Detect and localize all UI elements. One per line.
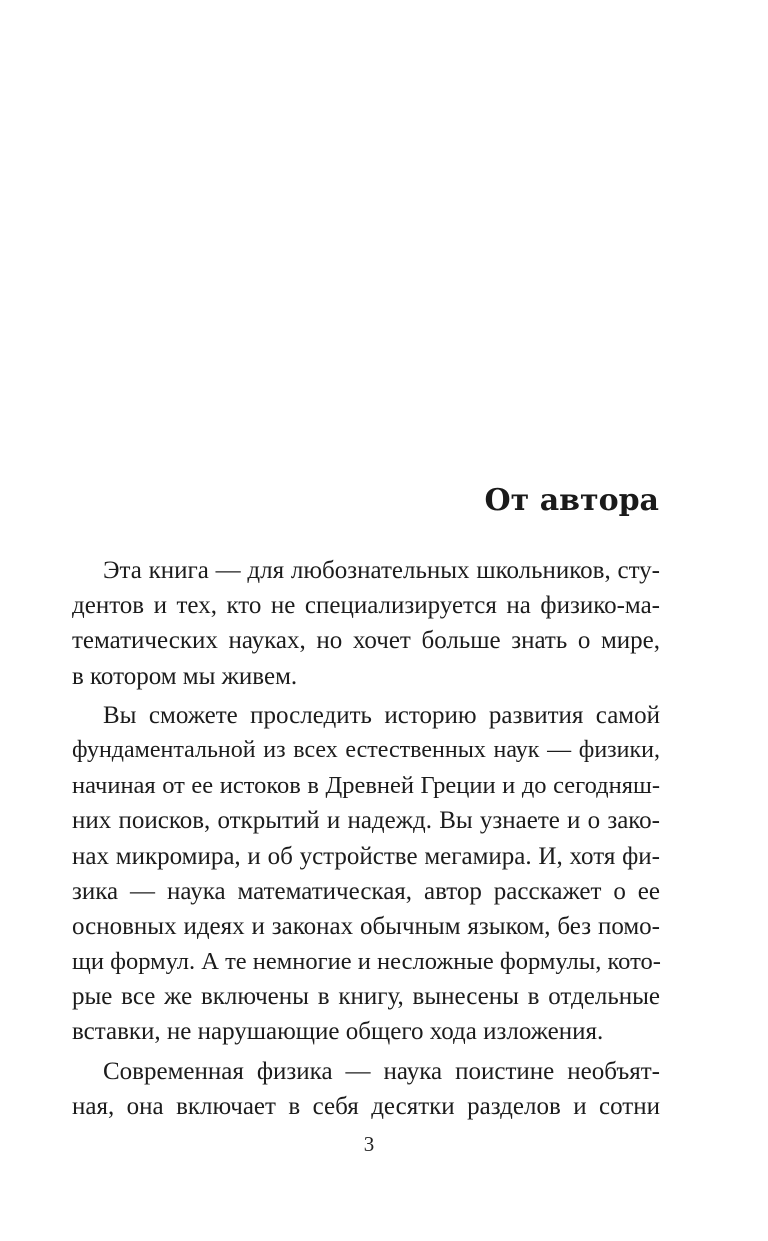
body-text [72,553,660,1124]
page-number: 3 [363,1132,375,1156]
text-line: зика — наука математическая, автор расскажет о ее [72,877,660,905]
paragraph-3 [72,1054,660,1124]
text-line: вставки, не нарушающие общего хода изложения. [72,1018,604,1046]
text-line: основных идеях и законах обычным языком, без помо- [72,912,660,940]
text-line: Вы сможете проследить историю развития самой [103,701,660,729]
text-line: Современная физика — наука поистине необъят- [103,1057,660,1085]
section-heading: От автора [484,483,659,518]
text-line: начиная от ее истоков в Древней Греции и до сегодняш- [72,772,660,800]
text-line: в котором мы живем. [72,662,298,690]
text-line: фундаментальной из всех естественных наук — физики, [72,736,660,763]
paragraph-2 [72,698,660,1050]
text-line: нах микромира, и об устройстве мегамира. И, хотя фи- [72,842,660,870]
text-line: дентов и тех, кто не специализируется на физико-ма- [72,592,660,620]
text-line: ная, она включает в себя десятки разделов и сотни [72,1092,660,1120]
paragraph-1 [72,553,660,694]
text-line: щи формул. А те немногие и несложные формулы, кото- [72,948,661,976]
text-line: Эта книга — для любознательных школьников, сту- [103,557,660,584]
text-line: них поисков, открытий и надежд. Вы узнаете и о зако- [72,807,660,835]
text-line: тематических науках, но хочет больше знать о мире, [72,627,660,655]
text-line: рые все же включены в книгу, вынесены в отдельные [72,983,660,1011]
